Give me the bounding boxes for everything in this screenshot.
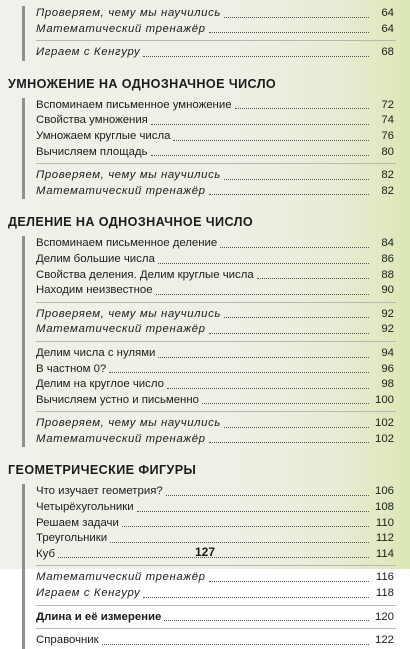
- dot-leader: [110, 542, 369, 543]
- section-title: УМНОЖЕНИЕ НА ОДНОЗНАЧНОЕ ЧИСЛО: [8, 76, 277, 91]
- entry-title: В частном 0?: [36, 362, 107, 375]
- entry-page-number: 94: [381, 346, 394, 359]
- entry-page-number: 110: [375, 516, 394, 529]
- entry-title: Что изучает геометрия?: [36, 485, 163, 498]
- entry-title: Вспоминаем письменное деление: [36, 237, 218, 250]
- toc-entry[interactable]: [36, 633, 396, 649]
- toc-section: [8, 75, 396, 200]
- toc-entry[interactable]: [36, 22, 396, 38]
- toc-entry[interactable]: [36, 416, 396, 432]
- entry-title: Математический тренажёр: [36, 22, 206, 35]
- entry-title: Делим числа с нулями: [36, 346, 156, 359]
- section-entries: [22, 6, 396, 61]
- entry-title: Проверяем, чему мы научились: [36, 7, 221, 19]
- toc-entry[interactable]: [36, 516, 396, 532]
- toc-entry[interactable]: [36, 307, 396, 323]
- entry-title: Четырёхугольники: [36, 501, 134, 514]
- section-entries: [22, 98, 396, 200]
- entry-title: Проверяем, чему мы научились: [36, 307, 221, 320]
- toc-entry[interactable]: [36, 113, 396, 129]
- dot-leader: [224, 317, 369, 318]
- dot-leader: [158, 263, 369, 264]
- entry-title: Делим на круглое число: [36, 378, 164, 391]
- entry-page-number: 84: [381, 237, 394, 250]
- entry-page-number: 106: [374, 485, 394, 498]
- entry-title: Вычисляем площадь: [36, 145, 148, 158]
- dot-leader: [102, 644, 369, 645]
- entry-page-number: 72: [381, 98, 394, 111]
- dot-leader: [224, 179, 369, 180]
- toc-entry[interactable]: [36, 484, 396, 500]
- entry-separator: [36, 302, 396, 303]
- entry-page-number: 102: [374, 432, 394, 445]
- entry-page-number: 120: [374, 610, 394, 623]
- entry-page-number: 86: [381, 252, 394, 265]
- entry-page-number: 82: [381, 169, 394, 182]
- entry-page-number: 88: [381, 268, 394, 281]
- toc-section: [22, 6, 396, 61]
- section-bar: [22, 236, 25, 447]
- entry-title: Длина и её измерение: [36, 610, 162, 623]
- dot-leader: [164, 620, 369, 621]
- section-bar: [22, 484, 25, 648]
- dot-leader: [166, 495, 369, 496]
- dot-leader: [109, 372, 369, 373]
- toc-entry[interactable]: [36, 610, 396, 626]
- entry-separator: [36, 565, 396, 566]
- entry-page-number: 112: [375, 532, 394, 545]
- entry-page-number: 76: [381, 129, 394, 142]
- entry-page-number: 92: [381, 323, 394, 336]
- entry-page-number: 68: [381, 46, 394, 59]
- dot-leader: [209, 442, 369, 443]
- toc-entry[interactable]: [36, 236, 396, 252]
- section-gap: [22, 61, 396, 75]
- entry-title: Вспоминаем письменное умножение: [36, 98, 232, 111]
- entry-title: Делим большие числа: [36, 252, 155, 265]
- entry-page-number: 92: [381, 307, 394, 320]
- dot-leader: [173, 140, 369, 141]
- entry-title: Математический тренажёр: [36, 323, 206, 336]
- entry-page-number: 114: [375, 547, 394, 560]
- toc-entry[interactable]: [36, 586, 396, 602]
- toc-entry[interactable]: [36, 168, 396, 184]
- toc-entry[interactable]: [36, 184, 396, 200]
- page-number: 127: [194, 545, 216, 559]
- entry-separator: [36, 605, 396, 606]
- dot-leader: [224, 427, 369, 428]
- section-bar: [22, 98, 25, 200]
- entry-title: Вычисляем устно и письменно: [36, 393, 199, 406]
- toc-entry[interactable]: [36, 283, 396, 299]
- dot-leader: [235, 108, 369, 109]
- dot-leader: [143, 597, 369, 598]
- entry-page-number: 122: [374, 634, 394, 647]
- entry-page-number: 96: [381, 362, 394, 375]
- entry-page-number: 118: [375, 587, 394, 600]
- entry-separator: [36, 628, 396, 629]
- toc-entry[interactable]: [36, 268, 396, 284]
- toc-entry[interactable]: [36, 252, 396, 268]
- entry-page-number: 64: [381, 7, 394, 19]
- section-entries: [22, 236, 396, 447]
- entry-title: Куб: [36, 547, 55, 560]
- dot-leader: [209, 333, 369, 334]
- entry-title: Треугольники: [36, 532, 108, 545]
- entry-separator: [36, 411, 396, 412]
- toc-entry[interactable]: [36, 145, 396, 161]
- dot-leader: [257, 278, 369, 279]
- section-entries: [22, 484, 396, 648]
- toc-entry[interactable]: [36, 346, 396, 362]
- entry-page-number: 90: [381, 284, 394, 297]
- entry-title: Решаем задачи: [36, 516, 119, 529]
- section-gap: [22, 447, 396, 461]
- entry-separator: [36, 40, 396, 41]
- entry-title: Свойства деления. Делим круглые числа: [36, 268, 254, 281]
- toc-entry[interactable]: [36, 322, 396, 338]
- entry-page-number: 64: [381, 22, 394, 35]
- toc-entry[interactable]: [36, 362, 396, 378]
- toc-entry[interactable]: [36, 45, 396, 61]
- toc-section: [8, 213, 396, 447]
- section-gap: [22, 199, 396, 213]
- entry-page-number: 98: [381, 378, 394, 391]
- dot-leader: [202, 403, 369, 404]
- entry-page-number: 80: [381, 145, 394, 158]
- toc-entry[interactable]: [36, 432, 396, 448]
- dot-leader: [220, 247, 369, 248]
- entry-page-number: 102: [374, 417, 394, 430]
- entry-title: Справочник: [36, 634, 99, 647]
- entry-title: Свойства умножения: [36, 114, 148, 127]
- dot-leader: [122, 526, 369, 527]
- dot-leader: [224, 17, 369, 18]
- entry-title: Математический тренажёр: [36, 571, 206, 584]
- entry-page-number: 100: [374, 393, 394, 406]
- dot-leader: [156, 294, 369, 295]
- entry-title: Играем с Кенгуру: [36, 587, 141, 600]
- entry-title: Проверяем, чему мы научились: [36, 169, 221, 182]
- entry-page-number: 116: [375, 571, 394, 584]
- entry-title: Играем с Кенгуру: [36, 46, 141, 59]
- entry-title: Проверяем, чему мы научились: [36, 417, 221, 430]
- entry-page-number: 108: [374, 501, 394, 514]
- entry-title: Находим неизвестное: [36, 284, 153, 297]
- entry-page-number: 74: [381, 114, 394, 127]
- toc-entry[interactable]: [36, 500, 396, 516]
- section-title: ДЕЛЕНИЕ НА ОДНОЗНАЧНОЕ ЧИСЛО: [8, 215, 254, 230]
- entry-separator: [36, 341, 396, 342]
- section-title: ГЕОМЕТРИЧЕСКИЕ ФИГУРЫ: [8, 463, 197, 478]
- dot-leader: [158, 357, 369, 358]
- dot-leader: [151, 124, 369, 125]
- dot-leader: [209, 32, 369, 33]
- section-bar: [22, 6, 25, 61]
- toc-entry[interactable]: [36, 570, 396, 586]
- dot-leader: [209, 194, 369, 195]
- dot-leader: [137, 511, 369, 512]
- toc-entry[interactable]: [36, 393, 396, 409]
- dot-leader: [143, 56, 369, 57]
- dot-leader: [167, 388, 369, 389]
- entry-title: Математический тренажёр: [36, 184, 206, 197]
- toc-entry[interactable]: [36, 98, 396, 114]
- toc-entry[interactable]: [36, 377, 396, 393]
- entry-page-number: 82: [381, 184, 394, 197]
- entry-separator: [36, 163, 396, 164]
- entry-title: Математический тренажёр: [36, 432, 206, 445]
- dot-leader: [209, 581, 369, 582]
- toc-entry[interactable]: [36, 129, 396, 145]
- dot-leader: [151, 155, 370, 156]
- entry-title: Умножаем круглые числа: [36, 129, 171, 142]
- toc-entry[interactable]: [36, 6, 396, 22]
